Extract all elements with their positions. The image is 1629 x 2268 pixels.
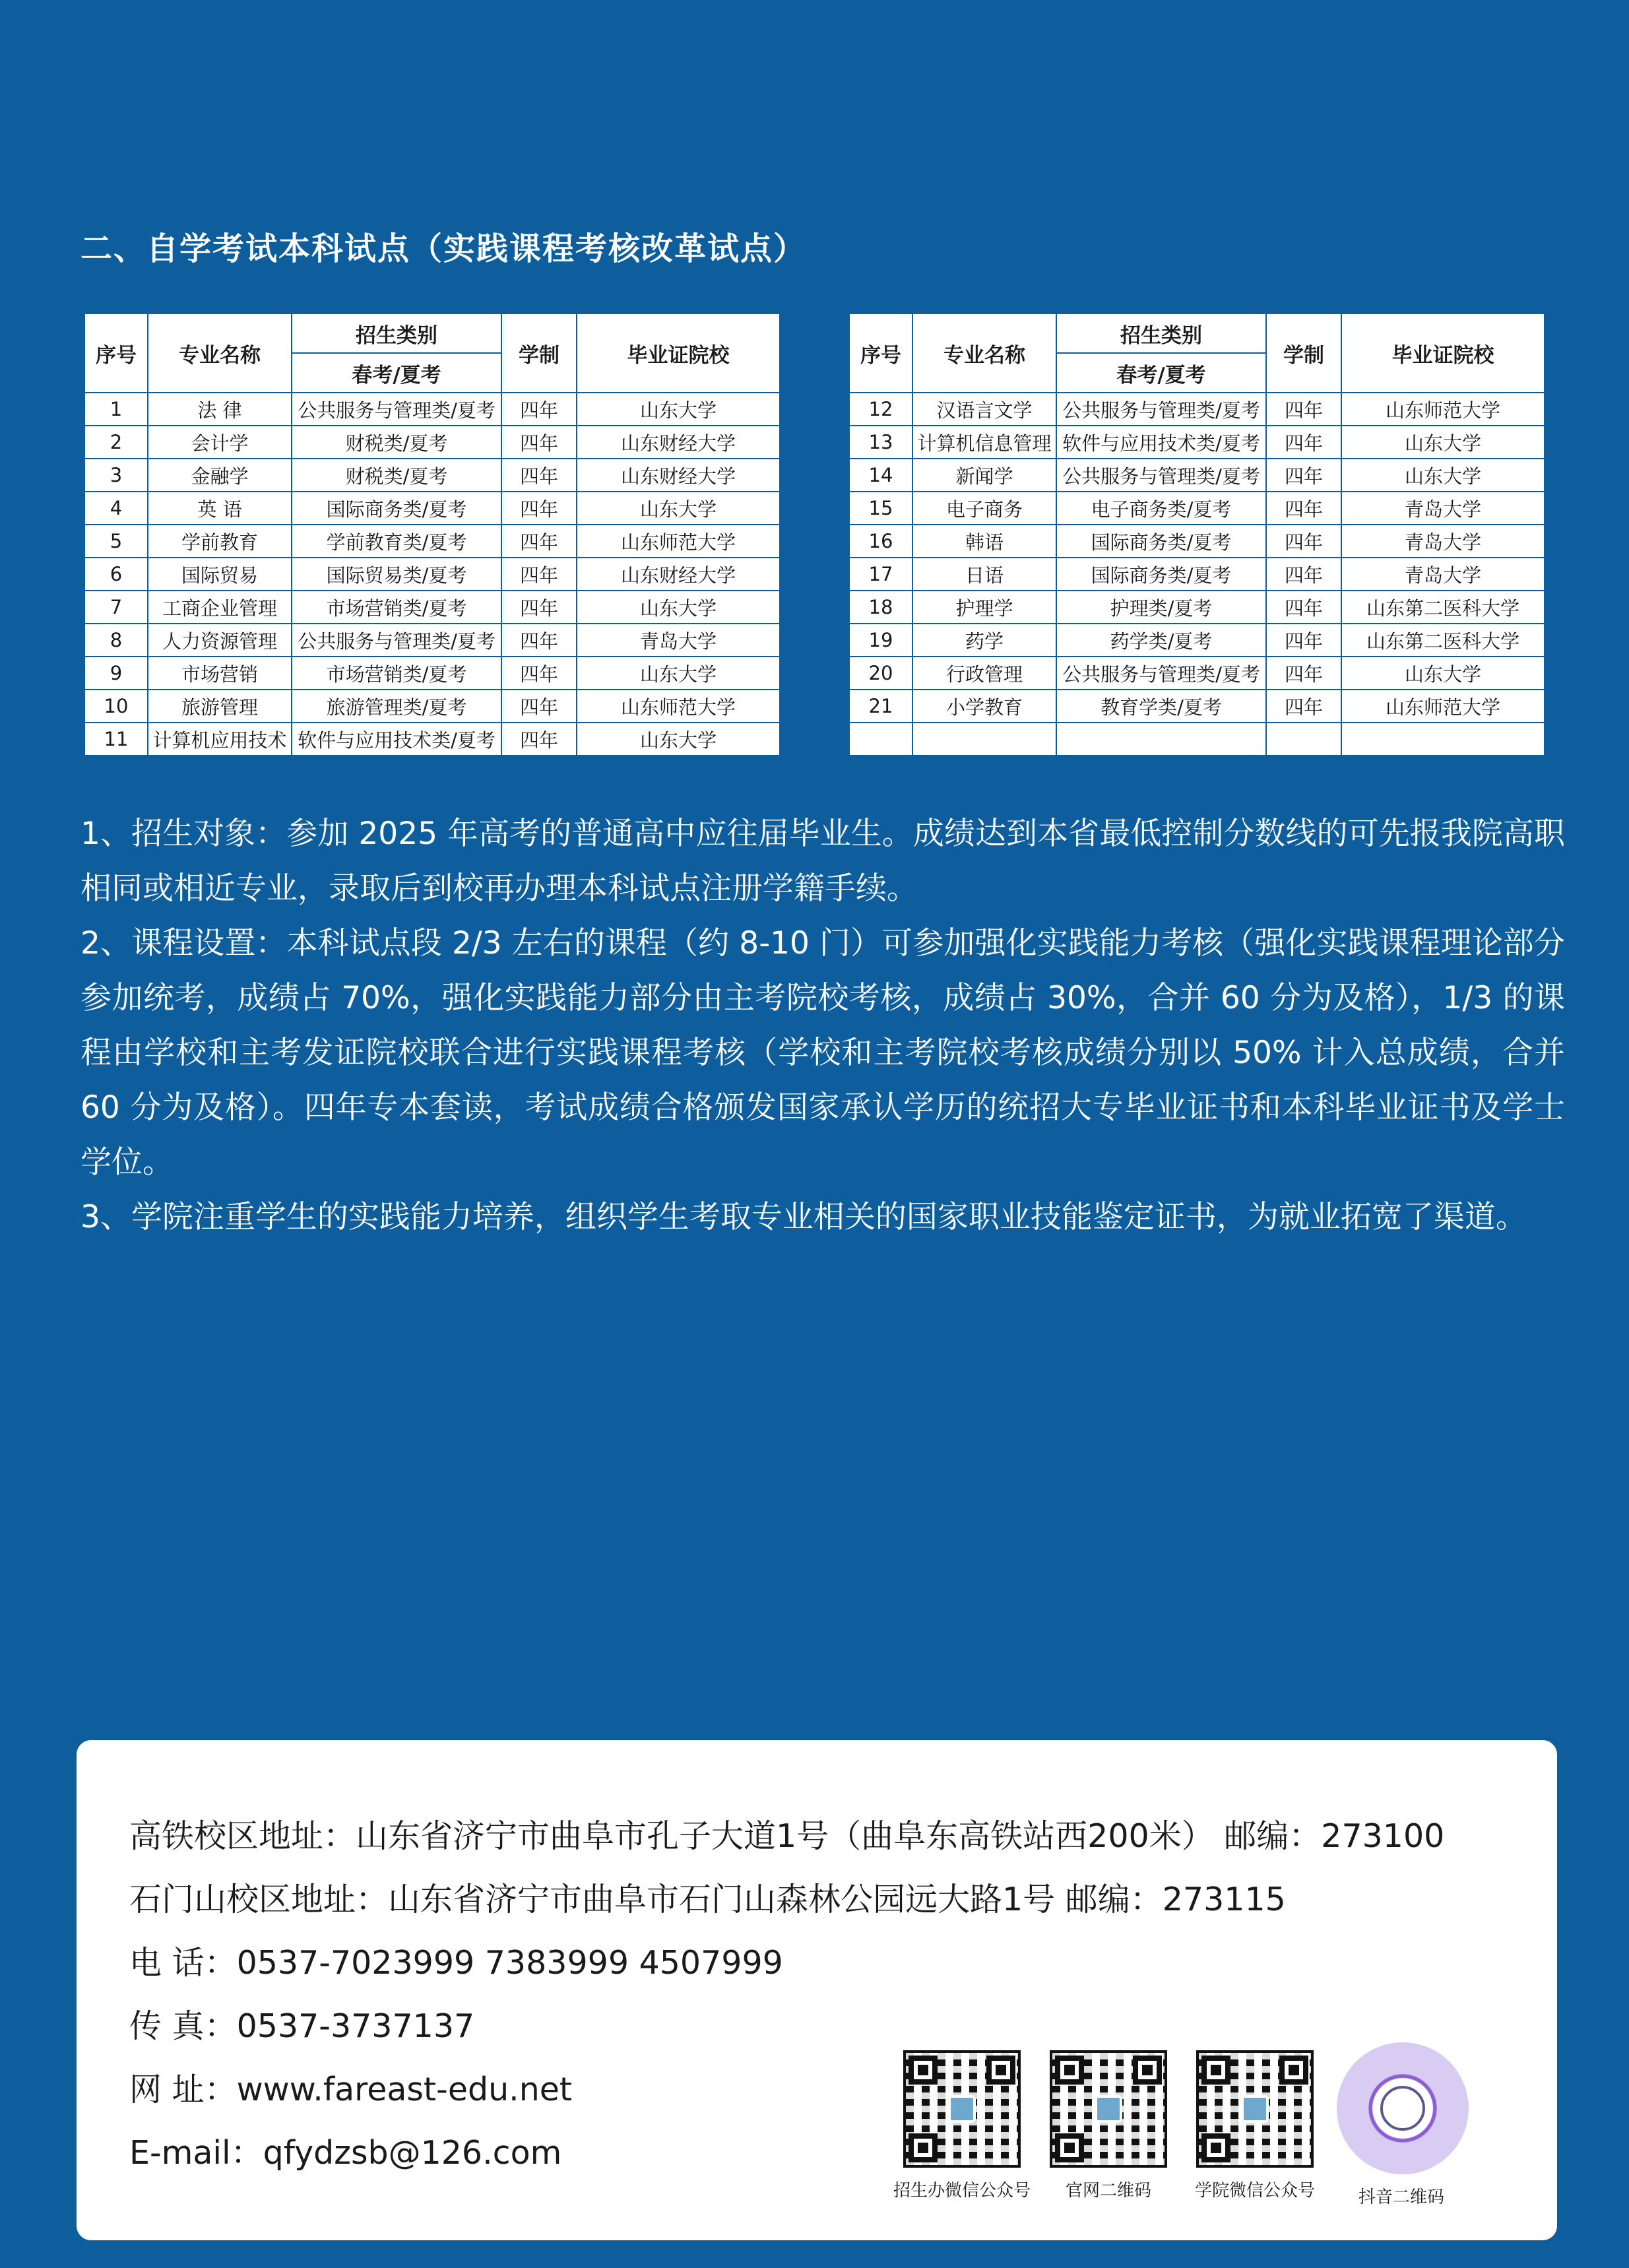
cell-school: 山东大学 (577, 591, 780, 624)
qr-douyin (1337, 2050, 1466, 2208)
cell-category: 国际商务类/夏考 (1056, 558, 1266, 591)
cell-duration: 四年 (501, 723, 577, 756)
header-category: 招生类别 (292, 313, 501, 353)
cell-category: 教育学类/夏考 (1056, 690, 1266, 723)
cell-duration: 四年 (501, 657, 577, 690)
table-body-right (849, 393, 1545, 756)
cell-major: 药学 (912, 624, 1056, 657)
cell-school: 山东财经大学 (577, 558, 780, 591)
cell-school: 青岛大学 (1341, 492, 1545, 525)
cell-school (1341, 723, 1545, 756)
cell-seq: 21 (849, 690, 912, 723)
cell-category: 市场营销类/夏考 (292, 591, 501, 624)
cell-category: 国际贸易类/夏考 (292, 558, 501, 591)
cell-category: 国际商务类/夏考 (1056, 525, 1266, 558)
qr-label: 招生办微信公众号 (893, 2181, 1031, 2201)
address-high-speed-campus: 高铁校区地址：山东省济宁市曲阜市孔子大道1号（曲阜东高铁站西200米） 邮编：273100 (129, 1817, 1445, 1855)
header-school: 毕业证院校 (1341, 313, 1545, 393)
cell-school: 山东大学 (577, 492, 780, 525)
cell-major: 计算机应用技术 (148, 723, 292, 756)
table-row (84, 657, 780, 690)
cell-major: 新闻学 (912, 459, 1056, 492)
cell-major (912, 723, 1056, 756)
table-row (84, 558, 780, 591)
header-category-sub: 春考/夏考 (1056, 353, 1266, 393)
cell-category: 电子商务类/夏考 (1056, 492, 1266, 525)
website[interactable]: 网 址：www.fareast-edu.net (129, 2071, 573, 2108)
cell-duration: 四年 (501, 492, 577, 525)
header-seq: 序号 (84, 313, 148, 393)
table-body-left (84, 393, 780, 756)
cell-major: 金融学 (148, 459, 292, 492)
table-row (849, 591, 1545, 624)
address-shimenshan-campus: 石门山校区地址：山东省济宁市曲阜市石门山森林公园远大路1号 邮编：273115 (129, 1881, 1286, 1918)
cell-major: 计算机信息管理 (912, 426, 1056, 459)
cell-major: 汉语言文学 (912, 393, 1056, 426)
cell-seq: 11 (84, 723, 148, 756)
table-row (84, 624, 780, 657)
cell-seq: 13 (849, 426, 912, 459)
table-row (84, 426, 780, 459)
cell-school: 山东大学 (577, 393, 780, 426)
cell-duration: 四年 (501, 690, 577, 723)
table-row (84, 591, 780, 624)
cell-seq: 5 (84, 525, 148, 558)
cell-duration: 四年 (501, 393, 577, 426)
cell-school: 山东师范大学 (1341, 393, 1545, 426)
cell-seq: 4 (84, 492, 148, 525)
cell-seq: 2 (84, 426, 148, 459)
cell-school: 山东师范大学 (577, 690, 780, 723)
qr-college-wechat (1190, 2050, 1320, 2208)
header-major: 专业名称 (912, 313, 1056, 393)
table-row (84, 690, 780, 723)
table-row (84, 492, 780, 525)
cell-seq: 7 (84, 591, 148, 624)
cell-major: 法 律 (148, 393, 292, 426)
cell-duration: 四年 (1266, 624, 1341, 657)
cell-school: 青岛大学 (1341, 558, 1545, 591)
cell-seq: 14 (849, 459, 912, 492)
cell-school: 山东财经大学 (577, 459, 780, 492)
cell-school: 山东第二医科大学 (1341, 591, 1545, 624)
header-seq: 序号 (849, 313, 912, 393)
phone: 电 话：0537-7023999 7383999 4507999 (129, 1944, 783, 1982)
cell-duration: 四年 (501, 459, 577, 492)
course-table-right (848, 313, 1545, 756)
header-category-sub: 春考/夏考 (292, 353, 501, 393)
cell-duration: 四年 (501, 525, 577, 558)
header-major: 专业名称 (148, 313, 292, 393)
cell-seq: 12 (849, 393, 912, 426)
note-2: 2、课程设置：本科试点段 2/3 左右的课程（约 8-10 门）可参加强化实践能力考核（强化实践课程理论部分参加统考，成绩占 70%，强化实践能力部分由主考院校考核，成绩占 30%，合并 60 分为及格），1/3 的课程由学校和主考发证院校联合进行实践课程考核（学校和主考院校考核成绩分别以 50% 计入总成绩，合并 60 分为及格）。四年专本套读，考试成绩合格颁发国家承认学历的统招大专毕业证书和本科毕业证书及学士学位。 (80, 925, 1565, 1181)
cell-category: 旅游管理类/夏考 (292, 690, 501, 723)
table-row (849, 525, 1545, 558)
cell-category: 软件与应用技术类/夏考 (1056, 426, 1266, 459)
cell-category: 公共服务与管理类/夏考 (292, 393, 501, 426)
cell-duration: 四年 (1266, 558, 1341, 591)
qr-code-icon (1050, 2050, 1167, 2168)
course-table-left (84, 313, 781, 756)
table-row (849, 426, 1545, 459)
cell-category (1056, 723, 1266, 756)
cell-major: 英 语 (148, 492, 292, 525)
qr-official-site (1044, 2050, 1173, 2208)
note-3: 3、学院注重学生的实践能力培养，组织学生考取专业相关的国家职业技能鉴定证书，为就业拓宽了渠道。 (80, 1199, 1527, 1235)
cell-school: 山东大学 (1341, 459, 1545, 492)
table-row (84, 393, 780, 426)
cell-duration: 四年 (1266, 459, 1341, 492)
cell-seq (849, 723, 912, 756)
table-row (849, 459, 1545, 492)
fax: 传 真：0537-3737137 (129, 2007, 475, 2045)
cell-duration: 四年 (501, 624, 577, 657)
cell-major: 小学教育 (912, 690, 1056, 723)
table-row (84, 459, 780, 492)
header-school: 毕业证院校 (577, 313, 780, 393)
cell-major: 人力资源管理 (148, 624, 292, 657)
qr-label: 抖音二维码 (1358, 2187, 1444, 2207)
cell-duration: 四年 (1266, 525, 1341, 558)
cell-school: 山东师范大学 (577, 525, 780, 558)
cell-category: 学前教育类/夏考 (292, 525, 501, 558)
cell-duration: 四年 (1266, 690, 1341, 723)
cell-category: 财税类/夏考 (292, 459, 501, 492)
cell-category: 软件与应用技术类/夏考 (292, 723, 501, 756)
qr-code-row (893, 2050, 1466, 2208)
qr-label: 官网二维码 (1065, 2181, 1151, 2201)
cell-seq: 19 (849, 624, 912, 657)
cell-duration: 四年 (501, 558, 577, 591)
cell-duration: 四年 (501, 591, 577, 624)
cell-seq: 15 (849, 492, 912, 525)
qr-label: 学院微信公众号 (1194, 2181, 1315, 2201)
note-1: 1、招生对象：参加 2025 年高考的普通高中应往届毕业生。成绩达到本省最低控制分数线的可先报我院高职相同或相近专业，录取后到校再办理本科试点注册学籍手续。 (80, 816, 1565, 907)
cell-major: 电子商务 (912, 492, 1056, 525)
header-category: 招生类别 (1056, 313, 1266, 353)
cell-major: 日语 (912, 558, 1056, 591)
table-row (84, 723, 780, 756)
cell-seq: 16 (849, 525, 912, 558)
cell-school: 山东第二医科大学 (1341, 624, 1545, 657)
cell-category: 药学类/夏考 (1056, 624, 1266, 657)
cell-major: 会计学 (148, 426, 292, 459)
table-row (849, 723, 1545, 756)
cell-category: 公共服务与管理类/夏考 (1056, 657, 1266, 690)
cell-school: 山东财经大学 (577, 426, 780, 459)
cell-category: 市场营销类/夏考 (292, 657, 501, 690)
cell-seq: 17 (849, 558, 912, 591)
table-row (849, 492, 1545, 525)
header-duration: 学制 (1266, 313, 1341, 393)
cell-school: 山东大学 (1341, 657, 1545, 690)
cell-seq: 6 (84, 558, 148, 591)
cell-major: 行政管理 (912, 657, 1056, 690)
contact-card (77, 1740, 1557, 2240)
cell-major: 护理学 (912, 591, 1056, 624)
cell-category: 公共服务与管理类/夏考 (1056, 459, 1266, 492)
section-title: 二、自学考试本科试点（实践课程考核改革试点） (80, 230, 807, 267)
cell-seq: 1 (84, 393, 148, 426)
table-row (849, 558, 1545, 591)
table-row (84, 525, 780, 558)
cell-duration: 四年 (1266, 393, 1341, 426)
cell-school: 山东大学 (1341, 426, 1545, 459)
cell-major: 工商企业管理 (148, 591, 292, 624)
table-row (849, 624, 1545, 657)
cell-major: 学前教育 (148, 525, 292, 558)
cell-duration: 四年 (1266, 657, 1341, 690)
notes (80, 806, 1565, 1245)
cell-duration: 四年 (501, 426, 577, 459)
cell-major: 韩语 (912, 525, 1056, 558)
douyin-qr-icon (1337, 2042, 1469, 2174)
cell-duration: 四年 (1266, 591, 1341, 624)
cell-category: 护理类/夏考 (1056, 591, 1266, 624)
table-row (849, 657, 1545, 690)
table-row (849, 690, 1545, 723)
table-row (849, 393, 1545, 426)
cell-school: 山东大学 (577, 723, 780, 756)
cell-school: 山东师范大学 (1341, 690, 1545, 723)
header-duration: 学制 (501, 313, 577, 393)
cell-duration: 四年 (1266, 492, 1341, 525)
cell-major: 市场营销 (148, 657, 292, 690)
cell-major: 国际贸易 (148, 558, 292, 591)
cell-school: 山东大学 (577, 657, 780, 690)
cell-seq: 18 (849, 591, 912, 624)
qr-code-icon (1196, 2050, 1314, 2168)
cell-category: 国际商务类/夏考 (292, 492, 501, 525)
cell-seq: 10 (84, 690, 148, 723)
cell-duration: 四年 (1266, 426, 1341, 459)
cell-school: 青岛大学 (577, 624, 780, 657)
qr-code-icon (903, 2050, 1021, 2168)
cell-category: 公共服务与管理类/夏考 (1056, 393, 1266, 426)
email[interactable]: E-mail：qfydzsb@126.com (129, 2134, 562, 2172)
qr-admissions-wechat (893, 2050, 1031, 2208)
cell-seq: 20 (849, 657, 912, 690)
cell-seq: 3 (84, 459, 148, 492)
cell-seq: 8 (84, 624, 148, 657)
cell-category: 财税类/夏考 (292, 426, 501, 459)
cell-school: 青岛大学 (1341, 525, 1545, 558)
cell-category: 公共服务与管理类/夏考 (292, 624, 501, 657)
cell-duration (1266, 723, 1341, 756)
cell-seq: 9 (84, 657, 148, 690)
cell-major: 旅游管理 (148, 690, 292, 723)
